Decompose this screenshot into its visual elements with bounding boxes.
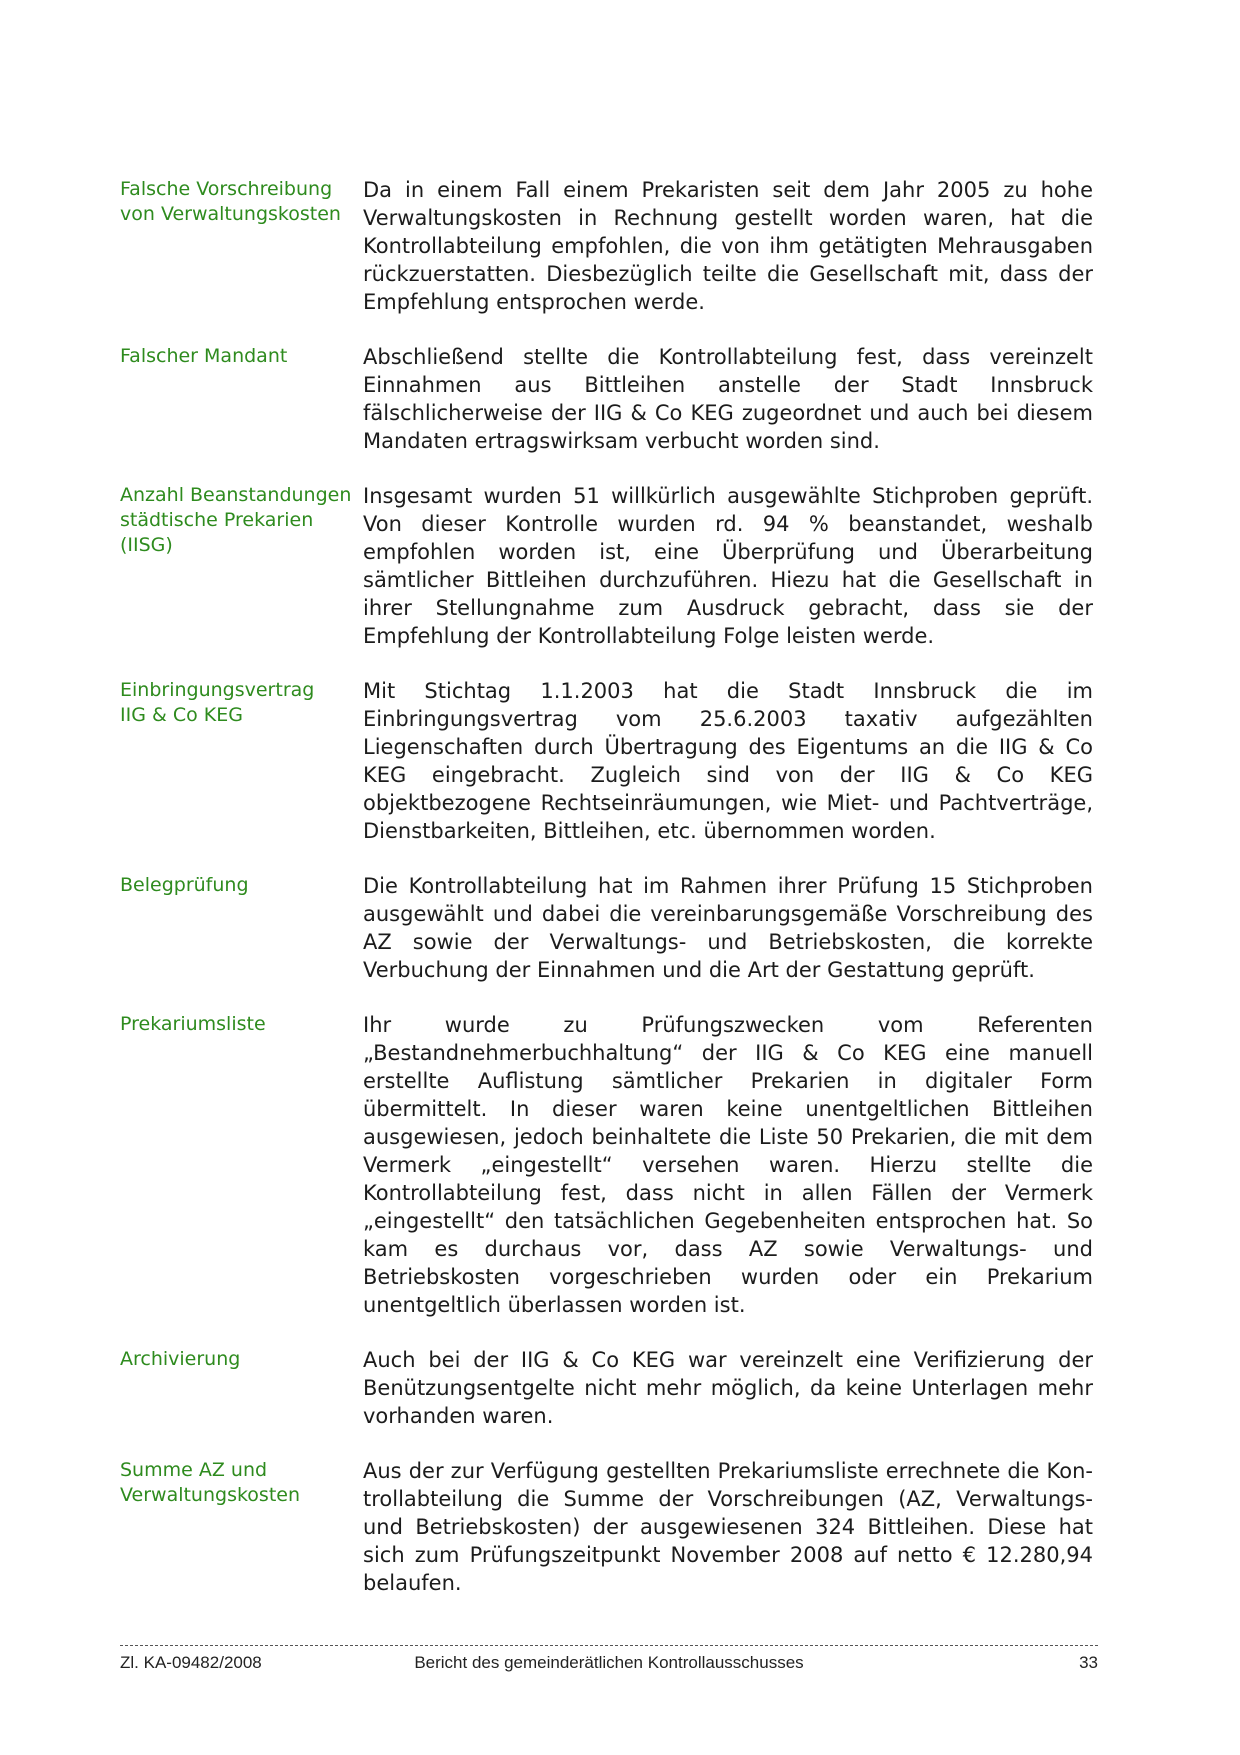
margin-heading <box>120 1011 363 1037</box>
margin-heading-line: Falsche Vorschreibung <box>120 178 333 200</box>
margin-heading <box>120 176 363 227</box>
section-paragraph: Die Kontrollabteilung hat im Rahmen ihrer Prüfung 15 Stichproben ausgewählt und dabei die vereinbarungsgemäße Vorschreibung des AZ sowie der Verwaltungs- und Betriebskosten, die korrekte Verbuchung der Einnahmen und die Art der Gestattung geprüft. <box>363 874 1093 982</box>
margin-heading-line: Falscher Mandant <box>120 345 288 367</box>
section-falsche-vorschreibung <box>120 176 1100 316</box>
margin-heading-line: Einbringungsvertrag <box>120 679 315 701</box>
section-paragraph: Insgesamt wurden 51 willkürlich ausgewählte Stichproben geprüft. Von dieser Kontrolle wurden rd. 94 % beanstandet, weshalb empfohlen worden ist, eine Überprüfung und Überarbeitung sämtlicher Bittleihen durchzuführen. Hiezu hat die Gesellschaft in ihrer Stellungnahme zum Ausdruck gebracht, dass sie der Empfehlung der Kontrollabteilung Folge leisten werde. <box>363 484 1093 648</box>
section-paragraph: Abschließend stellte die Kontrollabteilung fest, dass vereinzelt Einnahmen aus Bittleihen anstelle der Stadt Innsbruck fälschlicherweise der IIG & Co KEG zugeordnet und auch bei diesem Mandaten ertragswirksam verbucht worden sind. <box>363 345 1093 453</box>
section-paragraph: Da in einem Fall einem Prekaristen seit dem Jahr 2005 zu hohe Verwaltungskosten in Rechnung gestellt worden waren, hat die Kontrollabteilung empfohlen, die von ihm getätigten Mehrausgaben rückzuerstatten. Diesbezüglich teilte die Gesellschaft mit, dass der Empfehlung entsprochen werde. <box>363 178 1093 314</box>
margin-heading-line: städtische Prekarien <box>120 509 314 531</box>
section-paragraph: Mit Stichtag 1.1.2003 hat die Stadt Innsbruck die im Einbringungsvertrag vom 25.6.2003 taxativ aufgezählten Liegenschaften durch Übertragung des Eigentums an die IIG & Co KEG eingebracht. Zugleich sind von der IIG & Co KEG objektbezogene Rechtseinräumungen, wie Miet- und Pachtverträge, Dienstbarkeiten, Bittleihen, etc. übernommen worden. <box>363 679 1093 843</box>
margin-heading-line: Anzahl Beanstandungen <box>120 484 352 506</box>
margin-heading <box>120 482 363 558</box>
section-paragraph: Auch bei der IIG & Co KEG war vereinzelt eine Verifizierung der Benützungsentgelte nicht mehr möglich, da keine Unterlagen mehr vorhanden waren. <box>363 1348 1093 1428</box>
page-number: 33 <box>1079 1653 1098 1672</box>
margin-heading <box>120 1346 363 1372</box>
margin-heading <box>120 1457 363 1508</box>
report-sections <box>120 176 1100 1624</box>
margin-heading-line: Belegprüfung <box>120 874 249 896</box>
margin-heading-line: Summe AZ und <box>120 1459 268 1481</box>
margin-heading-line: Archivierung <box>120 1348 241 1370</box>
margin-heading <box>120 343 363 369</box>
section-prekariumsliste <box>120 1011 1100 1319</box>
margin-heading-line: IIG & Co KEG <box>120 704 243 726</box>
margin-heading-line: Prekariumsliste <box>120 1013 266 1035</box>
section-falscher-mandant <box>120 343 1100 455</box>
section-einbringungsvertrag <box>120 677 1100 845</box>
footer-title: Bericht des gemeinderätlichen Kontrollausschusses <box>414 1653 804 1672</box>
margin-heading <box>120 872 363 898</box>
section-paragraph: Aus der zur Verfügung gestellten Prekariumsliste errechnete die Kontrollabteilung die Summe der Vorschreibungen (AZ, Verwaltungs- und Betriebskosten) der ausgewiesenen 324 Bittleihen. Diese hat sich zum Prüfungszeitpunkt November 2008 auf netto € 12.280,94 belaufen. <box>363 1459 1093 1595</box>
section-anzahl-beanstandungen <box>120 482 1100 650</box>
margin-heading-line: Verwaltungskosten <box>120 1484 301 1506</box>
margin-heading <box>120 677 363 728</box>
footer-reference: Zl. KA-09482/2008 <box>120 1653 262 1672</box>
page-footer <box>120 1651 1098 1675</box>
margin-heading-line: von Verwaltungskosten <box>120 203 341 225</box>
footer-divider <box>120 1645 1098 1646</box>
section-archivierung <box>120 1346 1100 1430</box>
section-paragraph: Ihr wurde zu Prüfungszwecken vom Referenten „Bestandnehmerbuchhaltung“ der IIG & Co KEG eine manuell erstellte Auflistung sämtlicher Prekarien in digitaler Form übermittelt. In dieser waren keine unentgeltlichen Bittleihen ausgewiesen, jedoch beinhaltete die Liste 50 Prekarien, die mit dem Vermerk „eingestellt“ versehen waren. Hierzu stellte die Kontrollabteilung fest, dass nicht in allen Fällen der Vermerk „eingestellt“ den tatsächlichen Gegebenheiten entsprochen hat. So kam es durchaus vor, dass AZ sowie Verwaltungs- und Betriebskosten vorgeschrieben wurden oder ein Prekarium unentgeltlich überlassen worden ist. <box>363 1013 1093 1317</box>
margin-heading-line: (IISG) <box>120 534 173 556</box>
section-belegpruefung <box>120 872 1100 984</box>
section-summe-az <box>120 1457 1100 1597</box>
